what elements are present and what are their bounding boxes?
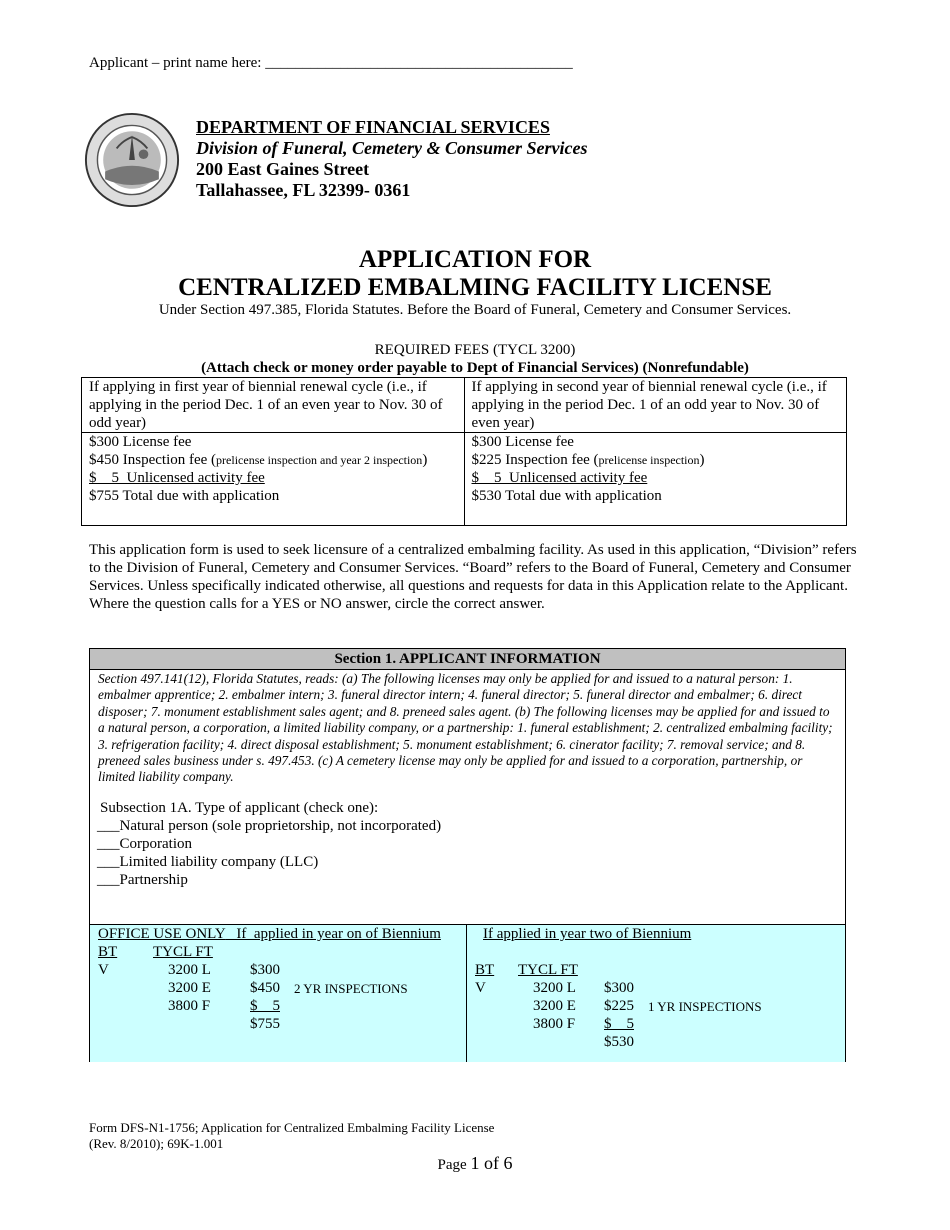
applicant-type-corporation[interactable]: ___Corporation <box>97 836 192 852</box>
office-left-code: 3800 F <box>168 998 211 1014</box>
office-right-tycl: TYCL FT <box>518 962 578 978</box>
office-left-amount: $300 <box>250 962 280 978</box>
dept-name: DEPARTMENT OF FINANCIAL SERVICES <box>196 117 550 137</box>
intro-paragraph: This application form is used to seek licensure of a centralized embalming facility. As used in this application, “Division” refers to the Division of Funeral, Cemetery and Consumer Services. “Board” refers to the Board of Funeral, Cemetery and Consumer Services. Unless specifically indicated otherwise, all questions and requests for data in this Application relate to the Applicant. Where the question calls for a YES or NO answer, circle the correct answer. <box>89 542 857 612</box>
office-right-bt: BT <box>475 962 495 978</box>
office-right-code: 3200 E <box>533 998 576 1014</box>
office-left-code: 3200 E <box>168 980 211 996</box>
office-left-v: V <box>98 962 109 978</box>
office-right-note: 1 YR INSPECTIONS <box>648 999 762 1014</box>
office-divider <box>466 925 467 1062</box>
state-seal-logo <box>84 112 180 208</box>
fee-inspection: $225 Inspection fee (prelicense inspection) <box>471 452 705 468</box>
office-left-amount: $ 5 <box>250 998 280 1014</box>
statute-quote: Section 497.141(12), Florida Statutes, reads: (a) The following licenses may only be applied for and issued to a natural person: 1. embalmer apprentice; 2. embalmer intern; 3. funeral director intern; 4. funeral director; 5. funeral director and embalmer; 6. direct disposer; 7. monument establishment sales agent; and 8. preneed sales agent. (b) The following licenses may be applied for and issued to a natural person, a corporation, a limited liability company, or a partnership: 1. funeral establishment; 2. centralized embalming facility; 3. refrigeration facility; 4. direct disposal establishment; 5. monument establishment; 6. cinerator facility; 7. removal service; and 8. preneed sales business under s. 497.453. (c) A cemetery license may only be applied for and issued to a corporation, partnership, or limited liability company. <box>98 671 833 785</box>
applicant-type-partnership[interactable]: ___Partnership <box>97 872 188 888</box>
department-header <box>196 117 588 201</box>
office-left-code: 3200 L <box>168 962 211 978</box>
office-left-total: $755 <box>250 1016 280 1032</box>
applicant-type-natural-person[interactable]: ___Natural person (sole proprietorship, not incorporated) <box>97 818 442 834</box>
fee-license: $300 License fee <box>471 434 574 450</box>
fees-right-breakdown <box>464 433 847 526</box>
subsection-1a <box>97 799 442 889</box>
fees-heading: REQUIRED FEES (TYCL 3200) <box>374 342 576 358</box>
office-use-only-panel <box>90 924 845 1062</box>
fees-right-condition: If applying in second year of biennial renewal cycle (i.e., if applying in the period Dec. 1 of an odd year to Nov. 30 of even year) <box>464 378 847 433</box>
fee-unlicensed: $ 5 Unlicensed activity fee <box>471 470 648 486</box>
office-right-v: V <box>475 980 486 996</box>
fee-inspection: $450 Inspection fee (prelicense inspection and year 2 inspection) <box>89 452 428 468</box>
title-line-2: CENTRALIZED EMBALMING FACILITY LICENSE <box>178 274 772 301</box>
street-address: 200 East Gaines Street <box>196 159 370 179</box>
section-1-applicant-info <box>89 648 846 1062</box>
fees-left-breakdown <box>82 433 465 526</box>
page-subtitle: Under Section 497.385, Florida Statutes. Before the Board of Funeral, Cemetery and Consumer Services. <box>158 302 792 318</box>
office-left-tycl: TYCL FT <box>153 944 213 960</box>
applicant-name-line[interactable]: Applicant – print name here: _________________________________________ <box>89 55 573 71</box>
office-right-code: 3200 L <box>533 980 576 996</box>
fees-subheading: (Attach check or money order payable to Dept of Financial Services) (Nonrefundable) <box>201 360 749 376</box>
office-left-heading: OFFICE USE ONLY If applied in year on of Biennium <box>98 926 441 942</box>
office-right-amount: $300 <box>604 980 634 996</box>
page-number: Page 1 of 6 <box>437 1153 513 1173</box>
section-1-heading: Section 1. APPLICANT INFORMATION <box>90 649 845 670</box>
division-name: Division of Funeral, Cemetery & Consumer Services <box>196 138 588 158</box>
office-left-amount: $450 <box>250 980 280 996</box>
office-right-heading: If applied in year two of Biennium <box>483 926 692 942</box>
office-right-amount: $225 <box>604 998 634 1014</box>
fees-table <box>81 377 847 526</box>
fee-unlicensed: $ 5 Unlicensed activity fee <box>89 470 265 486</box>
subsection-1a-title: Subsection 1A. Type of applicant (check one): <box>100 800 379 816</box>
fee-total: $755 Total due with application <box>89 488 280 504</box>
office-left-note: 2 YR INSPECTIONS <box>294 981 408 996</box>
fee-total: $530 Total due with application <box>471 488 662 504</box>
page-title <box>0 246 950 302</box>
office-left-bt: BT <box>98 944 118 960</box>
fees-left-condition: If applying in first year of biennial renewal cycle (i.e., if applying in the period Dec. 1 of an even year to Nov. 30 of odd year) <box>82 378 465 433</box>
form-footer <box>89 1120 494 1152</box>
city-address: Tallahassee, FL 32399- 0361 <box>196 180 411 200</box>
form-id: Form DFS-N1-1756; Application for Centralized Embalming Facility License <box>89 1120 495 1135</box>
title-line-1: APPLICATION FOR <box>358 246 592 273</box>
applicant-type-llc[interactable]: ___Limited liability company (LLC) <box>97 854 319 870</box>
fee-license: $300 License fee <box>89 434 192 450</box>
office-right-code: 3800 F <box>533 1016 576 1032</box>
office-right-amount: $ 5 <box>604 1016 634 1032</box>
form-revision: (Rev. 8/2010); 69K-1.001 <box>89 1136 224 1151</box>
office-right-total: $530 <box>604 1034 634 1050</box>
